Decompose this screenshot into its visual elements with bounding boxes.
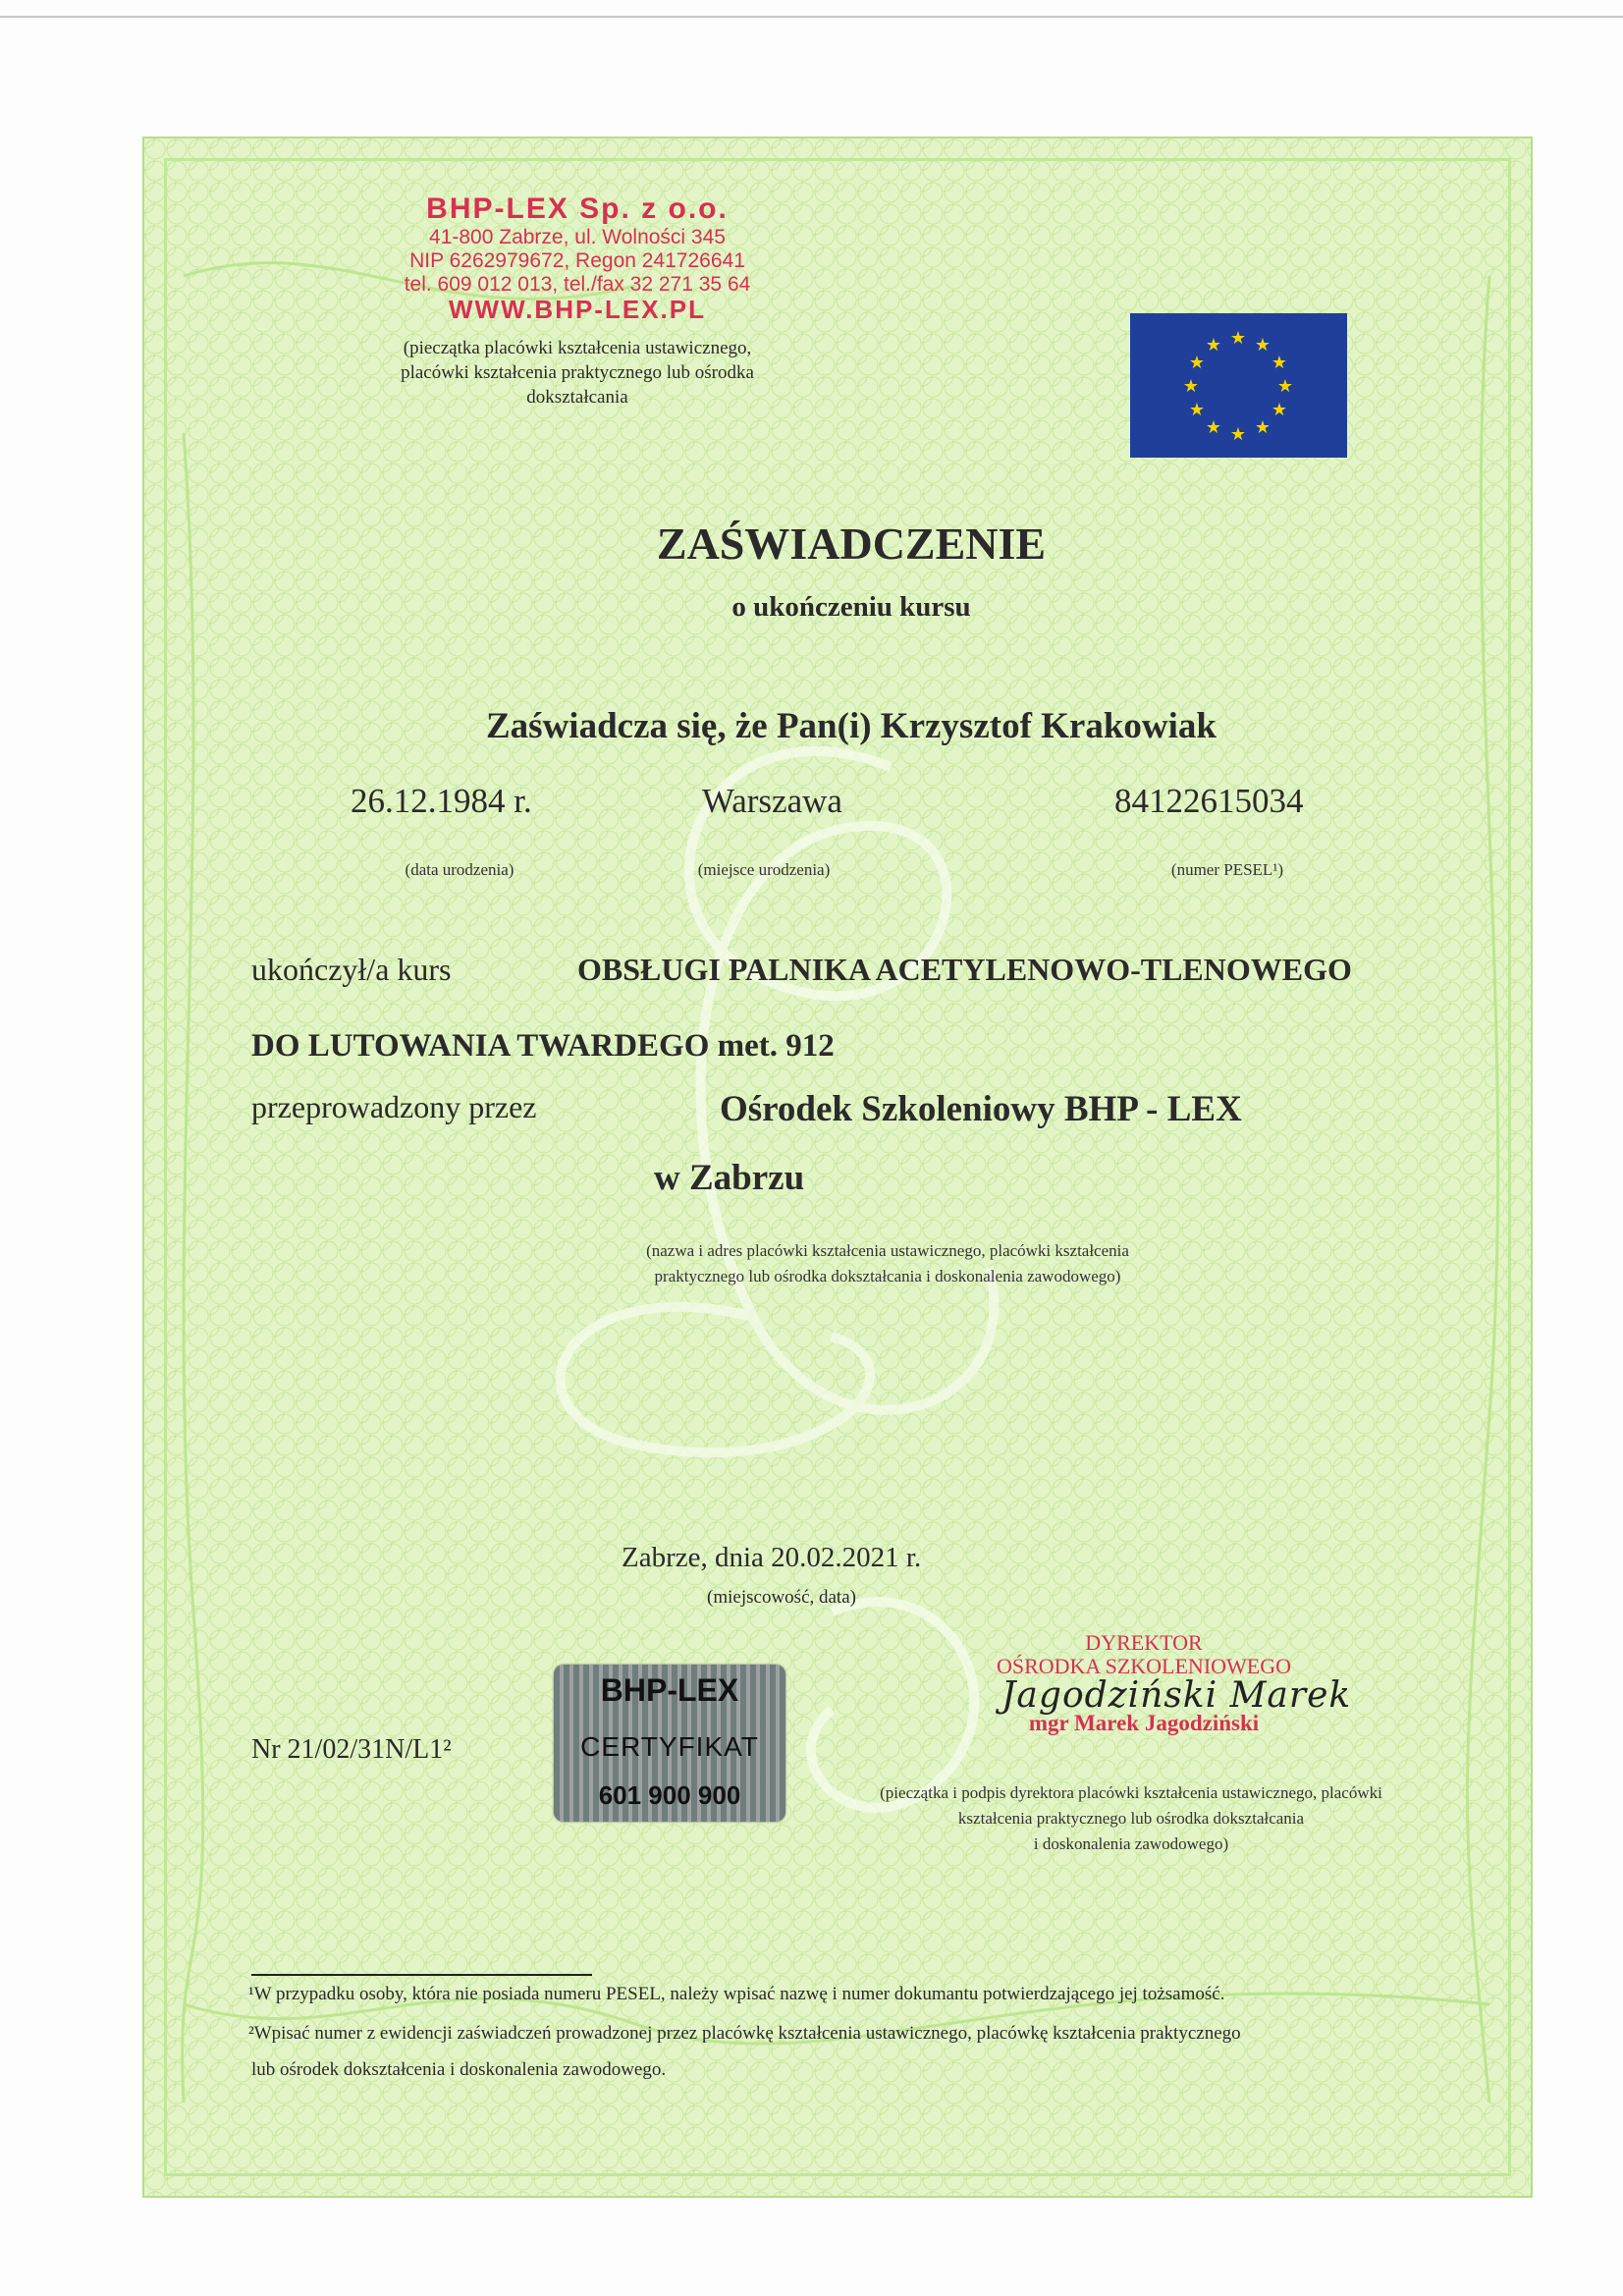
stamp-company: BHP-LEX Sp. z o.o.	[426, 192, 729, 225]
footnote-divider	[251, 1974, 592, 1976]
organizer-name: Ośrodek Szkoleniowy BHP - LEX	[720, 1089, 1242, 1129]
issue-place-date-label: (miejscowość, data)	[707, 1587, 856, 1608]
certifies-line: Zaświadcza się, że Pan(i) Krzysztof Krakowiak	[486, 706, 1217, 746]
director-caption-2: kształcenia praktycznego lub ośrodka dokształcania	[957, 1809, 1305, 1828]
stamp-caption-2: placówki kształcenia praktycznego lub ośrodka	[401, 362, 754, 383]
hologram-sticker	[554, 1665, 785, 1822]
pesel-label: (numer PESEL¹)	[1170, 860, 1284, 879]
director-title-1: DYREKTOR	[1085, 1630, 1203, 1655]
director-caption-3: i doskonalenia zawodowego)	[1033, 1834, 1229, 1853]
organizer-city: w Zabrzu	[654, 1158, 805, 1198]
director-title-2: OŚRODKA SZKOLENIOWEGO	[996, 1654, 1292, 1678]
pesel: 84122615034	[1114, 782, 1304, 820]
birth-place: Warszawa	[702, 782, 842, 820]
footnote-2-cont: lub ośrodek dokształcenia i doskonalenia zawodowego.	[251, 2059, 667, 2080]
birth-place-label: (miejsce urodzenia)	[697, 860, 831, 879]
document-subtitle: o ukończeniu kursu	[731, 591, 971, 623]
hologram-phone: 601 900 900	[598, 1780, 741, 1810]
organizer-caption-2: praktycznego lub ośrodka dokształcania i doskonalenia zawodowego)	[654, 1267, 1121, 1285]
stamp-ids: NIP 6262979672, Regon 241726641	[409, 249, 745, 272]
stamp-caption-1: (pieczątka placówki kształcenia ustawicznego,	[403, 338, 752, 358]
document-title: ZAŚWIADCZENIE	[656, 519, 1047, 569]
course-completed-label: ukończył/a kurs	[251, 952, 452, 987]
certificate-number: Nr 21/02/31N/L1²	[251, 1734, 452, 1765]
stamp-caption-3: dokształcania	[526, 387, 628, 408]
stamp-website: WWW.BHP-LEX.PL	[449, 295, 706, 324]
hologram-label: CERTYFIKAT	[580, 1731, 759, 1762]
footnote-1: ¹W przypadku osoby, która nie posiada numeru PESEL, należy wpisać nazwę i numer dokumantu potwierdzającego jej tożsamość.	[248, 1984, 1225, 2004]
course-name-line2: DO LUTOWANIA TWARDEGO met. 912	[251, 1028, 835, 1064]
footnote-2: ²Wpisać numer z ewidencji zaświadczeń prowadzonej przez placówkę kształcenia ustawicznego, placówkę kształcenia praktycznego	[248, 2023, 1241, 2044]
birth-date: 26.12.1984 r.	[351, 782, 532, 820]
stamp-phone: tel. 609 012 013, tel./fax 32 271 35 64	[404, 273, 751, 296]
course-name-line1: OBSŁUGI PALNIKA ACETYLENOWO-TLENOWEGO	[577, 952, 1352, 987]
conducted-label: przeprowadzony przez	[251, 1089, 537, 1124]
issue-place-date: Zabrze, dnia 20.02.2021 r.	[622, 1542, 922, 1573]
director-caption-1: (pieczątka i podpis dyrektora placówki kształcenia ustawicznego, placówki	[880, 1783, 1382, 1802]
birth-date-label: (data urodzenia)	[405, 860, 514, 879]
eu-flag-icon: ★ ★ ★ ★ ★ ★ ★ ★ ★ ★ ★ ★	[1130, 313, 1347, 458]
organizer-caption-1: (nazwa i adres placówki kształcenia ustawicznego, placówki kształcenia	[646, 1241, 1129, 1260]
director-signature: Jagodziński Marek	[1001, 1675, 1352, 1716]
page-edge	[0, 16, 1623, 18]
hologram-brand: BHP-LEX	[600, 1672, 739, 1708]
stamp-address: 41-800 Zabrze, ul. Wolności 345	[429, 226, 726, 248]
director-name: mgr Marek Jagodziński	[1028, 1711, 1260, 1735]
